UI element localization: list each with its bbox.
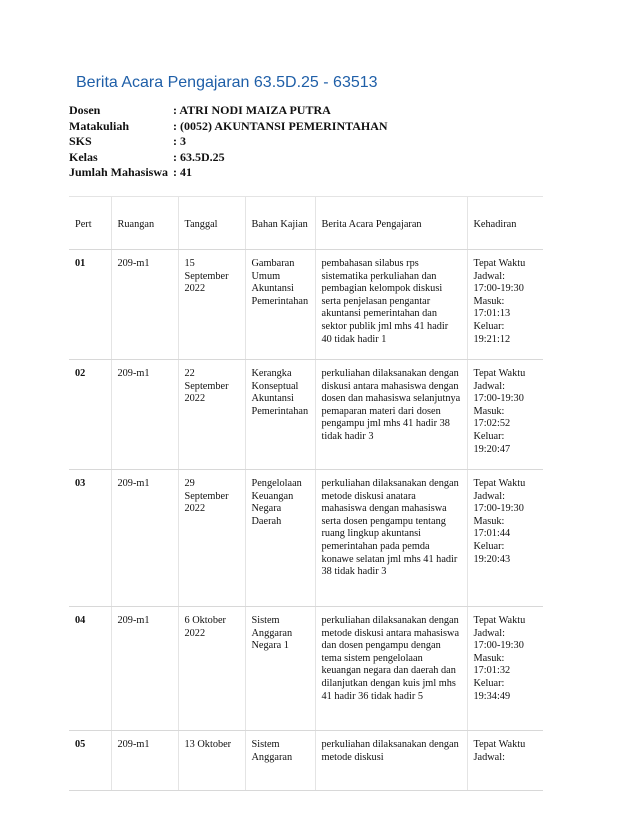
kehadiran-line: 17:00-19:30 [473, 640, 524, 652]
kehadiran-line: Tepat Waktu [473, 615, 526, 626]
kehadiran-line: 17:01:32 [473, 665, 511, 677]
kehadiran-line: Tepat Waktu [473, 368, 526, 379]
kehadiran-line: Keluar: [473, 540, 505, 552]
info-label: Matakuliah [69, 118, 130, 133]
bahan-kajian-cell: Sistem Anggaran Negara 1 [245, 607, 315, 731]
kehadiran-line: Jadwal: [473, 627, 505, 639]
tanggal-cell: 15 September 2022 [178, 250, 245, 360]
kehadiran-line: Masuk: [473, 515, 505, 527]
kehadiran-cell [467, 607, 543, 731]
kehadiran-line: Keluar: [473, 430, 505, 442]
info-value: : 41 [173, 165, 192, 179]
table-row [69, 607, 543, 731]
ruangan-cell: 209-m1 [111, 607, 178, 731]
info-row-sks [69, 134, 388, 150]
pert-cell: 02 [69, 360, 111, 470]
info-row-matakuliah [69, 119, 388, 135]
pert-cell: 05 [69, 731, 111, 791]
info-row-dosen [69, 103, 388, 119]
kehadiran-line: 19:21:12 [473, 333, 511, 345]
kehadiran-line: Tepat Waktu [473, 478, 526, 489]
berita-acara-cell: pembahasan silabus rps sistematika perkuliahan dan pembagian kelompok diskusi serta penjelasan pengantar akuntansi pemerintahan dan sektor publik jml mhs 41 hadir 40 tidak hadir 1 [315, 250, 467, 360]
kehadiran-line: Tepat Waktu [473, 739, 526, 750]
teaching-record-table [69, 196, 543, 791]
info-row-jumlah-mahasiswa [69, 165, 388, 181]
ruangan-cell: 209-m1 [111, 360, 178, 470]
tanggal-cell: 13 Oktober [178, 731, 245, 791]
bahan-kajian-cell: Sistem Anggaran [245, 731, 315, 791]
kehadiran-line: Jadwal: [473, 490, 505, 502]
table-row [69, 360, 543, 470]
kehadiran-line: Jadwal: [473, 751, 505, 763]
berita-acara-cell: perkuliahan dilaksanakan dengan metode diskusi [315, 731, 467, 791]
tanggal-cell: 22 September 2022 [178, 360, 245, 470]
info-label: Jumlah Mahasiswa [69, 165, 169, 179]
berita-acara-cell: perkuliahan dilaksanakan dengan diskusi antara mahasiswa dengan dosen dan mahasiswa selanjutnya pemaparan materi dari dosen pengampu jml mhs 41 hadir 38 tidak hadir 3 [315, 360, 467, 470]
table-row [69, 470, 543, 607]
column-header-bahan-kajian: Bahan Kajian [245, 197, 315, 250]
kehadiran-line: 17:01:44 [473, 528, 511, 540]
kehadiran-line: Keluar: [473, 320, 505, 332]
kehadiran-line: 17:00-19:30 [473, 283, 524, 295]
info-value: : ATRI NODI MAIZA PUTRA [173, 103, 331, 117]
info-value: : 3 [173, 134, 186, 148]
kehadiran-line: 19:34:49 [473, 690, 511, 702]
berita-acara-cell: perkuliahan dilaksanakan dengan metode diskusi antara mahasiswa dan dosen pengampu dengan tema sistem pengelolaan keuangan negara dan daerah dan dilanjutkan dengan kuis jml mhs 41 hadir 36 tidak hadir 5 [315, 607, 467, 731]
kehadiran-line: 19:20:47 [473, 443, 511, 455]
bahan-kajian-cell: Pengelolaan Keuangan Negara Daerah [245, 470, 315, 607]
ruangan-cell: 209-m1 [111, 250, 178, 360]
kehadiran-line: 19:20:43 [473, 553, 511, 565]
kehadiran-line: Masuk: [473, 405, 505, 417]
berita-acara-cell: perkuliahan dilaksanakan dengan metode diskusi anatara mahasiswa dengan mahasiswa serta dosen pengampu tentang ruang lingkup akuntansi pemerintahan pada pemda konawe selatan jml mhs 41 hadir 38 tidak hadir 3 [315, 470, 467, 607]
kehadiran-line: 17:00-19:30 [473, 503, 524, 515]
info-value: : (0052) AKUNTANSI PEMERINTAHAN [173, 118, 388, 133]
kehadiran-line: 17:01:13 [473, 308, 511, 320]
kehadiran-line: Jadwal: [473, 270, 505, 282]
kehadiran-line: Masuk: [473, 295, 505, 307]
table-header-row [69, 197, 543, 250]
pert-cell: 03 [69, 470, 111, 607]
kehadiran-cell [467, 360, 543, 470]
info-value: : 63.5D.25 [173, 149, 225, 164]
column-header-berita-acara: Berita Acara Pengajaran [315, 197, 467, 250]
ruangan-cell: 209-m1 [111, 731, 178, 791]
tanggal-cell: 6 Oktober 2022 [178, 607, 245, 731]
kehadiran-cell [467, 470, 543, 607]
course-info [69, 103, 388, 181]
column-header-pert: Pert [69, 197, 111, 250]
bahan-kajian-cell: Kerangka Konseptual Akuntansi Pemerintahan [245, 360, 315, 470]
kehadiran-cell [467, 731, 543, 791]
kehadiran-line: 17:02:52 [473, 418, 511, 430]
table-row [69, 731, 543, 791]
column-header-kehadiran: Kehadiran [467, 197, 543, 250]
pert-cell: 01 [69, 250, 111, 360]
ruangan-cell: 209-m1 [111, 470, 178, 607]
kehadiran-line: Jadwal: [473, 380, 505, 392]
pert-cell: 04 [69, 607, 111, 731]
kehadiran-line: Masuk: [473, 652, 505, 664]
column-header-ruangan: Ruangan [111, 197, 178, 250]
info-label: Kelas [69, 149, 98, 164]
table-row [69, 250, 543, 360]
kehadiran-line: Keluar: [473, 677, 505, 689]
page-title: Berita Acara Pengajaran 63.5D.25 - 63513 [76, 74, 378, 91]
column-header-tanggal: Tanggal [178, 197, 245, 250]
kehadiran-cell [467, 250, 543, 360]
info-row-kelas [69, 150, 388, 166]
info-label: SKS [69, 134, 92, 148]
kehadiran-line: 17:00-19:30 [473, 393, 524, 405]
tanggal-cell: 29 September 2022 [178, 470, 245, 607]
info-label: Dosen [69, 103, 101, 117]
bahan-kajian-cell: Gambaran Umum Akuntansi Pemerintahan [245, 250, 315, 360]
kehadiran-line: Tepat Waktu [473, 258, 526, 269]
